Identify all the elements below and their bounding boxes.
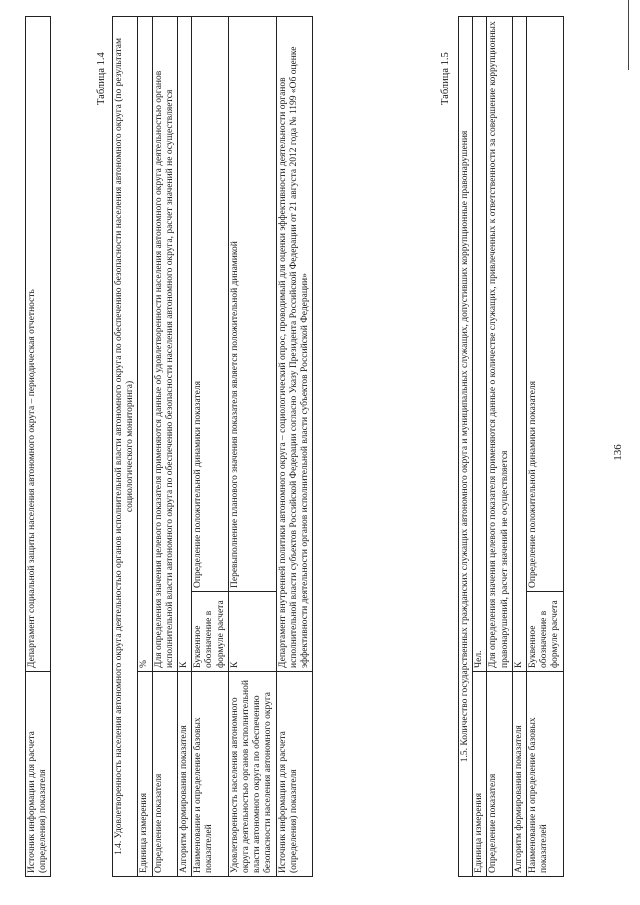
row-label: Единица измерения	[473, 672, 487, 877]
table-title-row	[459, 17, 473, 877]
row-label: Удовлетворенность населения автономного округа деятельностью органов исполнительной власти автономного округа по обеспечению безопасности населения автономного округа	[228, 672, 276, 877]
row-value: %	[138, 17, 152, 672]
table-row	[152, 17, 177, 877]
table-row	[276, 17, 313, 877]
row-label: Наименование и определение базовых показателей	[192, 672, 229, 877]
table-row	[473, 17, 487, 877]
row-value: Чел.	[473, 17, 487, 672]
table-1-4-number: Таблица 1.4	[96, 52, 107, 105]
row-value: Определение положительной динамики показателя	[527, 17, 564, 592]
table-1-4-title: 1.4. Удовлетворенность населения автономного округа деятельностью органов исполнительной власти автономного округа по обеспечению безопасности населения автономного округа (по результатам социологического мониторинга)	[113, 17, 138, 877]
table-1-5	[458, 16, 564, 877]
row-label: Определение показателя	[487, 672, 512, 877]
row-label: Алгоритм формирования показателя	[178, 672, 192, 877]
row-value: Для определения значения целевого показателя применяются данные о количестве служащих, привлеченных к ответственности за совершение коррупционных правонарушений, расчет значений не осуществляется	[487, 17, 512, 672]
table-row	[512, 17, 526, 877]
table-row	[228, 17, 276, 877]
table-row	[487, 17, 512, 877]
row-value: Департамент внутренней политики автономного округа – социологический опрос, проводимый для оценки эффективности деятельности органов исполнительной власти субъектов Российской Федерации согласно Указу Президента Российской Федерации от 21 августа 2012 года № 1199 «Об оценке эффективности деятельности органов исполнительной власти субъектов Российской Федерации»	[276, 17, 313, 672]
table-title-row	[113, 17, 138, 877]
table-row	[26, 17, 51, 877]
row-value: Для определения значения целевого показателя применяются данные об удовлетворенности населения автономного округа деятельностью органов исполнительной власти автономного округа по обеспечению безопасности населения автономного округа, расчет значений не осуществляется	[152, 17, 177, 672]
row-value: Перевыполнение планового значения показателя является положительной динамикой	[228, 17, 276, 592]
row-label: Источник информации для расчета (определения) показателя	[276, 672, 313, 877]
continuation-table	[25, 16, 51, 877]
row-mid: К	[228, 592, 276, 672]
table-1-5-title: 1.5. Количество государственных гражданских служащих автономного округа и муниципальных служащих, допустивших коррупционные правонарушения	[459, 17, 473, 877]
table-row	[192, 17, 229, 877]
row-value: Определение положительной динамики показателя	[192, 17, 229, 592]
table-1-4	[112, 16, 313, 877]
row-label: Определение показателя	[152, 672, 177, 877]
row-mid: Буквенное обозначение в формуле расчета	[192, 592, 229, 672]
page-number: 136	[612, 444, 624, 461]
table-1-5-number: Таблица 1.5	[440, 52, 451, 105]
header-rule	[628, 0, 629, 70]
row-label: Единица измерения	[138, 672, 152, 877]
row-mid: Буквенное обозначение в формуле расчета	[527, 592, 564, 672]
row-value: К	[178, 17, 192, 672]
row-label: Источник информации для расчета (определения) показателя	[26, 672, 51, 877]
row-value: Департамент социальной защиты населения автономного округа – периодическая отчетность	[26, 17, 51, 672]
table-row	[178, 17, 192, 877]
table-row	[527, 17, 564, 877]
row-label: Алгоритм формирования показателя	[512, 672, 526, 877]
row-value: К	[512, 17, 526, 672]
row-label: Наименование и определение базовых показателей	[527, 672, 564, 877]
table-row	[138, 17, 152, 877]
